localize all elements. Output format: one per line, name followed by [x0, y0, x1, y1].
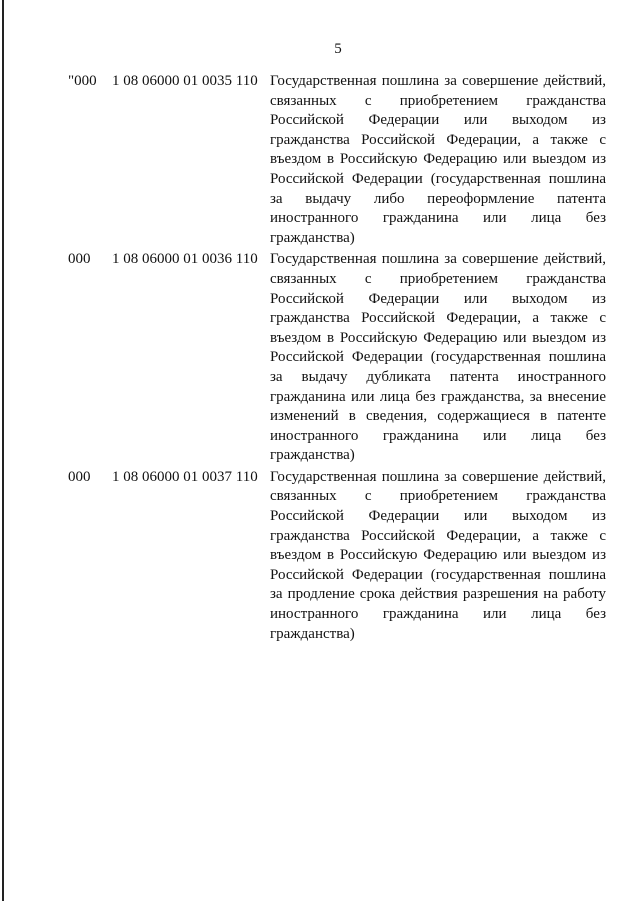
table-row [0, 468, 640, 644]
kbk-code: 1 08 06000 01 0036 110 [112, 251, 258, 268]
row-description: Государственная пошлина за совершение действий, связанных с приобретением гражданства Российской Федерации или выходом из гражданства Российской Федерации, а также с въездом в Российскую Федерацию или выездом из Российской Федерации (государственная пошлина за продление срока действия разрешения на работу иностранного гражданина или лица без гражданства) [270, 468, 606, 642]
row-description: Государственная пошлина за совершение действий, связанных с приобретением гражданства Российской Федерации или выходом из гражданства Российской Федерации, а также с въездом в Российскую Федерацию или выездом из Российской Федерации (государственная пошлина за выдачу либо переоформление патента иностранного гражданина или лица без гражданства) [270, 73, 606, 246]
kbk-code: 1 08 06000 01 0037 110 [112, 468, 258, 485]
kbk-table [0, 72, 640, 644]
row-description: Государственная пошлина за совершение действий, связанных с приобретением гражданства Российской Федерации или выходом из гражданства Российской Федерации, а также с въездом в Российскую Федерацию или выездом из Российской Федерации (государственная пошлина за выдачу дубликата патента иностранного гражданина или лица без гражданства, за внесение изменений в сведения, содержащиеся в патенте иностранного гражданина или лица без гражданства) [270, 251, 606, 464]
admin-code: 000 [68, 468, 91, 485]
admin-code: 000 [68, 251, 91, 268]
table-row [0, 250, 640, 466]
admin-code: "000 [68, 73, 97, 89]
kbk-code: 1 08 06000 01 0035 110 [112, 73, 258, 89]
page-number: 5 [334, 41, 342, 57]
table-row [0, 72, 640, 248]
